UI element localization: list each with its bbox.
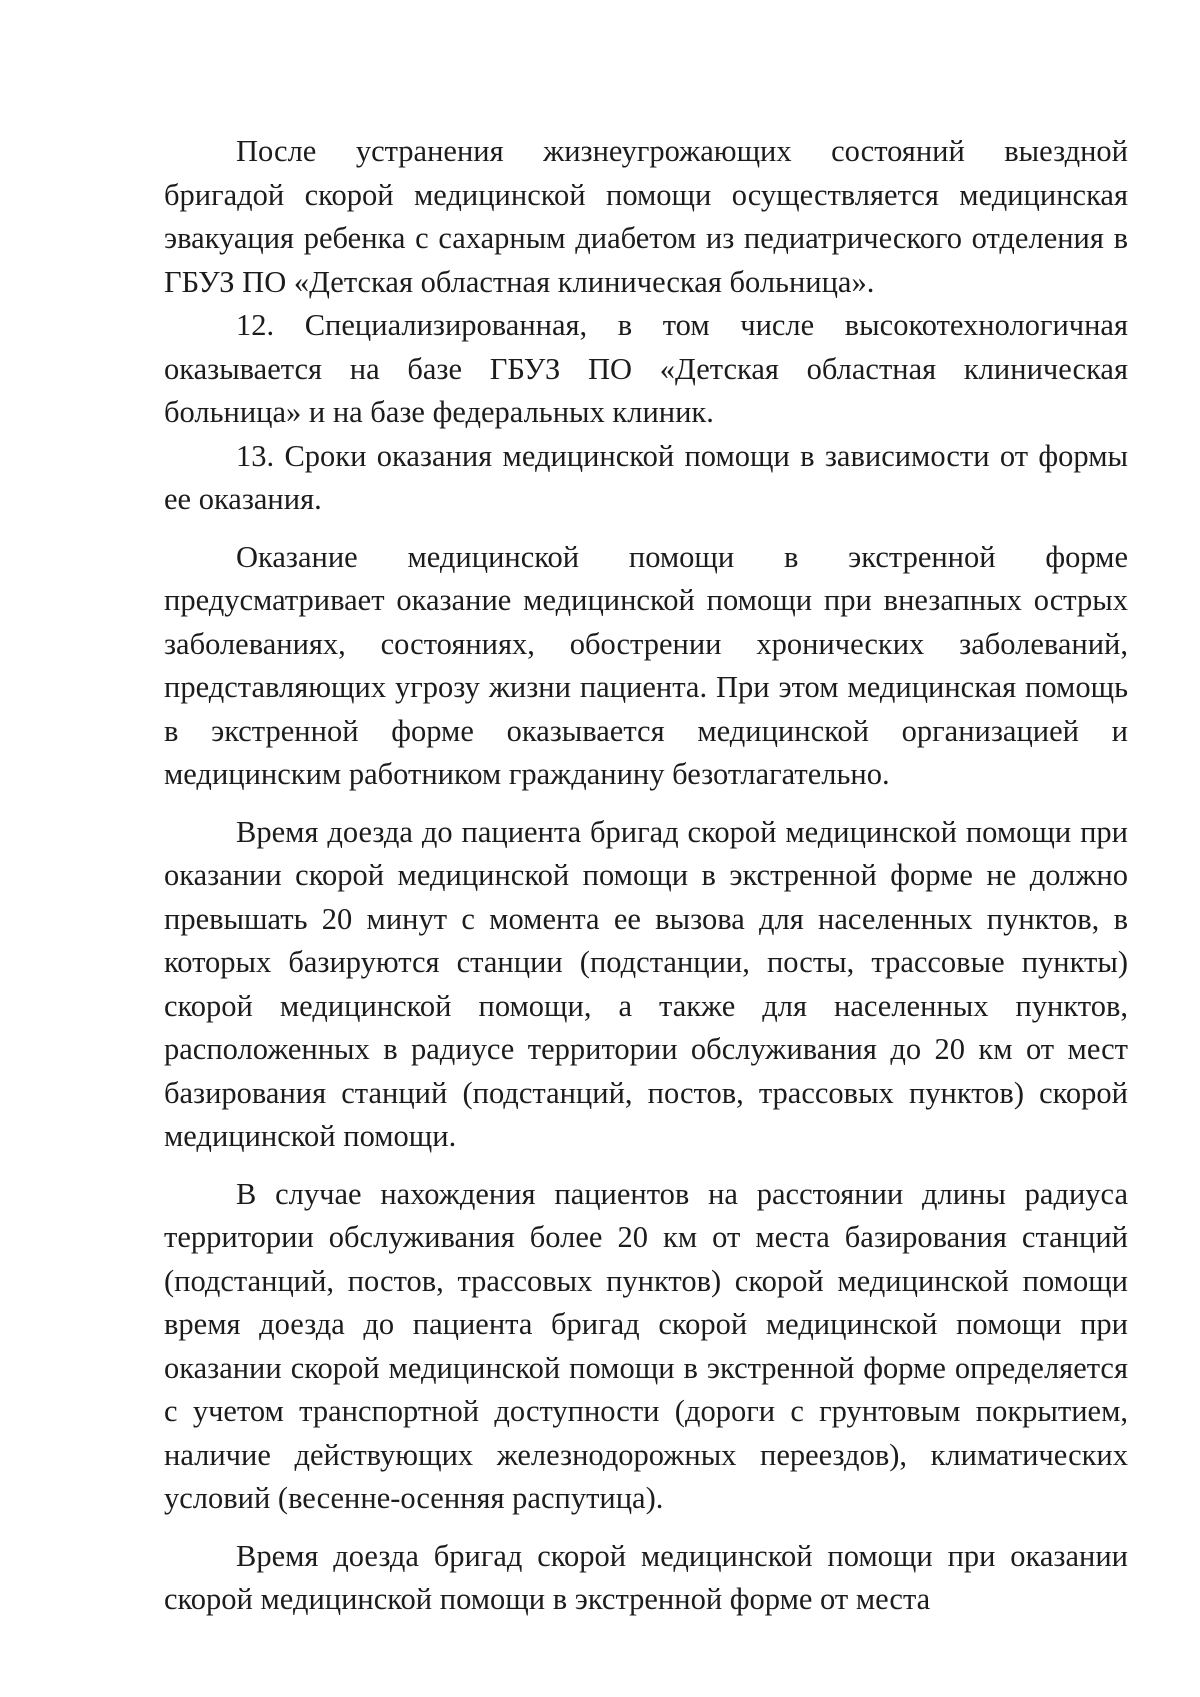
paragraph-evacuation: После устранения жизнеугрожающих состояний выездной бригадой скорой медицинской помощи осуществляется медицинская эвакуация ребенка с сахарным диабетом из педиатрического отделения в ГБУЗ ПО «Детская областная клиническая больница». bbox=[164, 134, 1128, 299]
paragraph-arrival-time-continued: Время доезда бригад скорой медицинской помощи при оказании скорой медицинской помощи в экстренной форме от места bbox=[164, 1538, 1128, 1616]
paragraph-emergency-care: Оказание медицинской помощи в экстренной форме предусматривает оказание медицинской помощи при внезапных острых заболеваниях, состояниях, обострении хронических заболеваний, представляющих угрозу жизни пациента. При этом медицинская помощь в экстренной форме оказывается медицинской организацией и медицинским работником гражданину безотлагательно. bbox=[164, 539, 1128, 791]
paragraph-remote-patients: В случае нахождения пациентов на расстоянии длины радиуса территории обслуживания более 20 км от места базирования станций (подстанций, постов, трассовых пунктов) скорой медицинской помощи время доезда до пациента бригад скорой медицинской помощи при оказании скорой медицинской помощи в экстренной форме определяется с учетом транспортной доступности (дороги с грунтовым покрытием, наличие действующих железнодорожных переездов), климатических условий (весенне-осенняя распутица). bbox=[164, 1176, 1128, 1515]
paragraph-item-13: 13. Сроки оказания медицинской помощи в зависимости от формы ее оказания. bbox=[164, 438, 1128, 516]
paragraph-item-12: 12. Специализированная, в том числе высокотехнологичная оказывается на базе ГБУЗ ПО «Детская областная клиническая больница» и на базе федеральных клиник. bbox=[164, 308, 1128, 429]
paragraph-arrival-time: Время доезда до пациента бригад скорой медицинской помощи при оказании скорой медицинской помощи в экстренной форме не должно превышать 20 минут с момента ее вызова для населенных пунктов, в которых базируются станции (подстанции, посты, трассовые пункты) скорой медицинской помощи, а также для населенных пунктов, расположенных в радиусе территории обслуживания до 20 км от мест базирования станций (подстанций, постов, трассовых пунктов) скорой медицинской помощи. bbox=[164, 814, 1128, 1153]
document-body bbox=[164, 130, 1128, 1622]
